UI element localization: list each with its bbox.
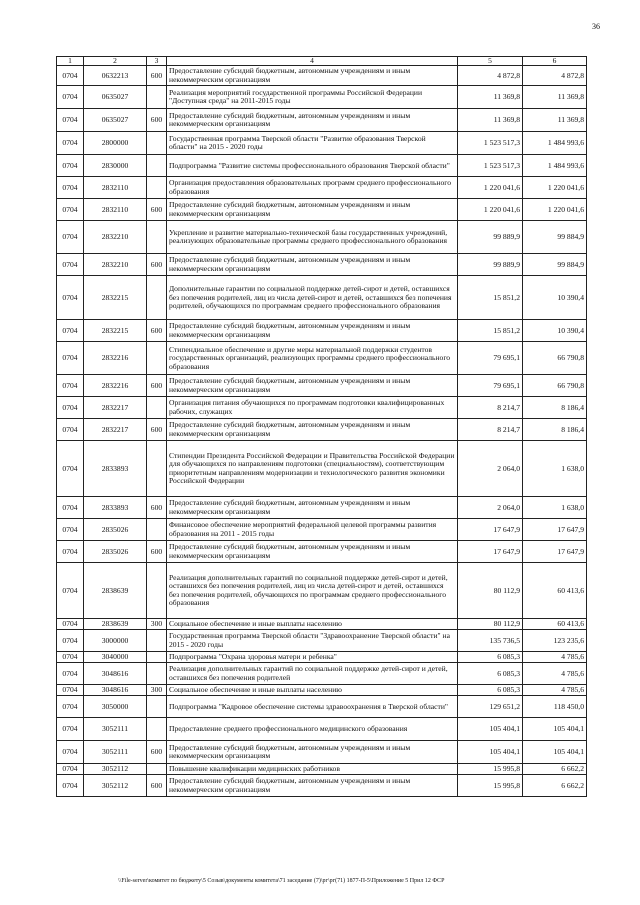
description-cell: Организация питания обучающихся по программам подготовки квалифицированных рабочих, служащих <box>167 397 458 419</box>
description-cell: Предоставление субсидий бюджетным, автономным учреждениям и иным некоммерческим организациям <box>167 497 458 519</box>
footer-file-path: \\File-server\комитет по бюджету\5 Созыв\документы комитета\71 заседание (7)\рг\рг(71) 1877-П-5\Приложение 5 Прил 12 ФСР <box>118 878 445 884</box>
amount-executed-cell: 8 186,4 <box>523 419 587 441</box>
section-code-cell: 0704 <box>57 741 84 764</box>
description-cell: Подпрограмма "Охрана здоровья матери и ребенка" <box>167 652 458 663</box>
expense-type-cell <box>147 764 167 775</box>
target-article-cell: 3052111 <box>84 741 147 764</box>
expense-type-cell: 300 <box>147 619 167 630</box>
expense-type-cell <box>147 221 167 254</box>
amount-executed-cell: 1 220 041,6 <box>523 199 587 221</box>
section-code-cell: 0704 <box>57 320 84 342</box>
expense-type-cell: 300 <box>147 685 167 696</box>
description-cell: Предоставление субсидий бюджетным, автономным учреждениям и иным некоммерческим организациям <box>167 775 458 797</box>
amount-planned-cell: 99 889,9 <box>458 254 523 276</box>
expense-type-cell: 600 <box>147 320 167 342</box>
amount-executed-cell: 1 638,0 <box>523 497 587 519</box>
target-article-cell: 2832216 <box>84 375 147 397</box>
expense-type-cell <box>147 630 167 652</box>
amount-planned-cell: 1 523 517,3 <box>458 155 523 177</box>
table-row <box>57 696 587 718</box>
amount-executed-cell: 118 450,0 <box>523 696 587 718</box>
amount-executed-cell: 66 790,8 <box>523 342 587 375</box>
target-article-cell: 2832215 <box>84 276 147 320</box>
expense-type-cell <box>147 132 167 155</box>
expense-type-cell: 600 <box>147 497 167 519</box>
expense-type-cell <box>147 86 167 109</box>
amount-planned-cell: 1 220 041,6 <box>458 199 523 221</box>
col-header-4: 4 <box>167 57 458 66</box>
description-cell: Социальное обеспечение и иные выплаты населению <box>167 685 458 696</box>
table-row <box>57 630 587 652</box>
target-article-cell: 3000000 <box>84 630 147 652</box>
section-code-cell: 0704 <box>57 199 84 221</box>
section-code-cell: 0704 <box>57 375 84 397</box>
section-code-cell: 0704 <box>57 155 84 177</box>
target-article-cell: 2832110 <box>84 177 147 199</box>
section-code-cell: 0704 <box>57 685 84 696</box>
target-article-cell: 2835026 <box>84 541 147 563</box>
target-article-cell: 2832215 <box>84 320 147 342</box>
amount-planned-cell: 11 369,8 <box>458 109 523 132</box>
target-article-cell: 3048616 <box>84 685 147 696</box>
col-header-6: 6 <box>523 57 587 66</box>
section-code-cell: 0704 <box>57 276 84 320</box>
col-header-2: 2 <box>84 57 147 66</box>
target-article-cell: 2833893 <box>84 441 147 497</box>
expense-type-cell: 600 <box>147 775 167 797</box>
amount-planned-cell: 79 695,1 <box>458 375 523 397</box>
section-code-cell: 0704 <box>57 696 84 718</box>
expense-type-cell: 600 <box>147 541 167 563</box>
header-row <box>57 57 587 66</box>
description-cell: Реализация дополнительных гарантий по социальной поддержке детей-сирот и детей, оставшихся без попечения родителей <box>167 663 458 685</box>
amount-executed-cell: 99 884,9 <box>523 254 587 276</box>
description-cell: Предоставление субсидий бюджетным, автономным учреждениям и иным некоммерческим организациям <box>167 199 458 221</box>
table-row <box>57 397 587 419</box>
target-article-cell: 2838639 <box>84 619 147 630</box>
target-article-cell: 3052112 <box>84 775 147 797</box>
section-code-cell: 0704 <box>57 663 84 685</box>
section-code-cell: 0704 <box>57 221 84 254</box>
description-cell: Предоставление субсидий бюджетным, автономным учреждениям и иным некоммерческим организациям <box>167 66 458 86</box>
description-cell: Социальное обеспечение и иные выплаты населению <box>167 619 458 630</box>
amount-planned-cell: 1 220 041,6 <box>458 177 523 199</box>
amount-executed-cell: 4 785,6 <box>523 685 587 696</box>
amount-executed-cell: 4 872,8 <box>523 66 587 86</box>
amount-executed-cell: 1 638,0 <box>523 441 587 497</box>
section-code-cell: 0704 <box>57 419 84 441</box>
table-row <box>57 132 587 155</box>
expense-type-cell <box>147 177 167 199</box>
target-article-cell: 2832210 <box>84 221 147 254</box>
target-article-cell: 2832216 <box>84 342 147 375</box>
amount-planned-cell: 17 647,9 <box>458 519 523 541</box>
section-code-cell: 0704 <box>57 132 84 155</box>
amount-executed-cell: 10 390,4 <box>523 320 587 342</box>
table-row <box>57 199 587 221</box>
table-row <box>57 541 587 563</box>
section-code-cell: 0704 <box>57 775 84 797</box>
target-article-cell: 0632213 <box>84 66 147 86</box>
table-row <box>57 86 587 109</box>
table-row <box>57 109 587 132</box>
target-article-cell: 0635027 <box>84 86 147 109</box>
target-article-cell: 2832217 <box>84 397 147 419</box>
table-row <box>57 663 587 685</box>
expense-type-cell <box>147 663 167 685</box>
description-cell: Государственная программа Тверской области "Развитие образования Тверской области" на 2015 - 2020 годы <box>167 132 458 155</box>
section-code-cell: 0704 <box>57 541 84 563</box>
amount-planned-cell: 105 404,1 <box>458 741 523 764</box>
section-code-cell: 0704 <box>57 86 84 109</box>
description-cell: Финансовое обеспечение мероприятий федеральной целевой программы развития образования на 2011 - 2015 годы <box>167 519 458 541</box>
table-row <box>57 718 587 741</box>
amount-executed-cell: 6 662,2 <box>523 764 587 775</box>
description-cell: Предоставление среднего профессионального медицинского образования <box>167 718 458 741</box>
amount-executed-cell: 10 390,4 <box>523 276 587 320</box>
expense-type-cell <box>147 652 167 663</box>
table-row <box>57 619 587 630</box>
section-code-cell: 0704 <box>57 254 84 276</box>
section-code-cell: 0704 <box>57 764 84 775</box>
expense-type-cell: 600 <box>147 66 167 86</box>
target-article-cell: 2833893 <box>84 497 147 519</box>
col-header-1: 1 <box>57 57 84 66</box>
description-cell: Предоставление субсидий бюджетным, автономным учреждениям и иным некоммерческим организациям <box>167 375 458 397</box>
table-row <box>57 221 587 254</box>
table-row <box>57 177 587 199</box>
target-article-cell: 2832210 <box>84 254 147 276</box>
amount-executed-cell: 60 413,6 <box>523 563 587 619</box>
table-row <box>57 741 587 764</box>
amount-planned-cell: 79 695,1 <box>458 342 523 375</box>
budget-table <box>56 56 587 797</box>
section-code-cell: 0704 <box>57 519 84 541</box>
amount-planned-cell: 129 651,2 <box>458 696 523 718</box>
amount-planned-cell: 99 889,9 <box>458 221 523 254</box>
expense-type-cell <box>147 397 167 419</box>
table-row <box>57 519 587 541</box>
amount-planned-cell: 17 647,9 <box>458 541 523 563</box>
amount-planned-cell: 105 404,1 <box>458 718 523 741</box>
section-code-cell: 0704 <box>57 109 84 132</box>
amount-executed-cell: 60 413,6 <box>523 619 587 630</box>
expense-type-cell <box>147 563 167 619</box>
description-cell: Повышение квалификации медицинских работников <box>167 764 458 775</box>
amount-planned-cell: 6 085,3 <box>458 685 523 696</box>
table-row <box>57 276 587 320</box>
section-code-cell: 0704 <box>57 619 84 630</box>
table-row <box>57 342 587 375</box>
description-cell: Организация предоставления образовательных программ среднего профессионального образования <box>167 177 458 199</box>
amount-executed-cell: 8 186,4 <box>523 397 587 419</box>
expense-type-cell <box>147 718 167 741</box>
expense-type-cell: 600 <box>147 419 167 441</box>
target-article-cell: 3052112 <box>84 764 147 775</box>
amount-executed-cell: 4 785,6 <box>523 652 587 663</box>
section-code-cell: 0704 <box>57 441 84 497</box>
amount-executed-cell: 11 369,8 <box>523 109 587 132</box>
expense-type-cell: 600 <box>147 199 167 221</box>
target-article-cell: 2830000 <box>84 155 147 177</box>
description-cell: Подпрограмма "Развитие системы профессионального образования Тверской области" <box>167 155 458 177</box>
amount-executed-cell: 66 790,8 <box>523 375 587 397</box>
amount-planned-cell: 2 064,0 <box>458 497 523 519</box>
description-cell: Предоставление субсидий бюджетным, автономным учреждениям и иным некоммерческим организациям <box>167 109 458 132</box>
amount-executed-cell: 1 484 993,6 <box>523 155 587 177</box>
table-row <box>57 652 587 663</box>
target-article-cell: 2832110 <box>84 199 147 221</box>
amount-executed-cell: 11 369,8 <box>523 86 587 109</box>
table-row <box>57 375 587 397</box>
description-cell: Государственная программа Тверской области "Здравоохранение Тверской области" на 2015 - 2020 годы <box>167 630 458 652</box>
description-cell: Реализация дополнительных гарантий по социальной поддержке детей-сирот и детей, оставшихся без попечения родителей, лиц из числа детей-сирот и детей, оставшихся без попечения родителей, обучающихся по программам среднего профессионального образования <box>167 563 458 619</box>
expense-type-cell <box>147 441 167 497</box>
target-article-cell: 2832217 <box>84 419 147 441</box>
amount-planned-cell: 15 995,8 <box>458 764 523 775</box>
target-article-cell: 3040000 <box>84 652 147 663</box>
expense-type-cell <box>147 155 167 177</box>
target-article-cell: 2800000 <box>84 132 147 155</box>
amount-executed-cell: 6 662,2 <box>523 775 587 797</box>
amount-planned-cell: 6 085,3 <box>458 652 523 663</box>
table-row <box>57 764 587 775</box>
description-cell: Предоставление субсидий бюджетным, автономным учреждениям и иным некоммерческим организациям <box>167 741 458 764</box>
target-article-cell: 2838639 <box>84 563 147 619</box>
expense-type-cell <box>147 696 167 718</box>
amount-planned-cell: 135 736,5 <box>458 630 523 652</box>
amount-planned-cell: 2 064,0 <box>458 441 523 497</box>
target-article-cell: 3050000 <box>84 696 147 718</box>
description-cell: Укрепление и развитие материально-технической базы государственных учреждений, реализующих образовательные программы среднего профессионального образования <box>167 221 458 254</box>
amount-executed-cell: 4 785,6 <box>523 663 587 685</box>
target-article-cell: 2835026 <box>84 519 147 541</box>
table-row <box>57 320 587 342</box>
table-row <box>57 155 587 177</box>
page-number: 36 <box>592 22 600 31</box>
description-cell: Предоставление субсидий бюджетным, автономным учреждениям и иным некоммерческим организациям <box>167 419 458 441</box>
section-code-cell: 0704 <box>57 177 84 199</box>
amount-executed-cell: 105 404,1 <box>523 718 587 741</box>
section-code-cell: 0704 <box>57 497 84 519</box>
amount-planned-cell: 80 112,9 <box>458 619 523 630</box>
table-row <box>57 419 587 441</box>
amount-planned-cell: 11 369,8 <box>458 86 523 109</box>
table-row <box>57 66 587 86</box>
description-cell: Предоставление субсидий бюджетным, автономным учреждениям и иным некоммерческим организациям <box>167 320 458 342</box>
target-article-cell: 0635027 <box>84 109 147 132</box>
expense-type-cell <box>147 519 167 541</box>
amount-executed-cell: 1 484 993,6 <box>523 132 587 155</box>
description-cell: Дополнительные гарантии по социальной поддержке детей-сирот и детей, оставшихся без попечения родителей, лиц из числа детей-сирот и детей, оставшихся без попечения родителей, обучающихся по программам среднего профессионального образования <box>167 276 458 320</box>
amount-executed-cell: 105 404,1 <box>523 741 587 764</box>
description-cell: Стипендиальное обеспечение и другие меры материальной поддержки студентов государственных организаций, реализующих программы среднего профессионального образования <box>167 342 458 375</box>
amount-planned-cell: 15 851,2 <box>458 276 523 320</box>
section-code-cell: 0704 <box>57 66 84 86</box>
amount-executed-cell: 1 220 041,6 <box>523 177 587 199</box>
section-code-cell: 0704 <box>57 397 84 419</box>
table-row <box>57 563 587 619</box>
table-row <box>57 775 587 797</box>
expense-type-cell <box>147 276 167 320</box>
amount-planned-cell: 1 523 517,3 <box>458 132 523 155</box>
amount-planned-cell: 4 872,8 <box>458 66 523 86</box>
col-header-5: 5 <box>458 57 523 66</box>
table-row <box>57 254 587 276</box>
section-code-cell: 0704 <box>57 630 84 652</box>
amount-planned-cell: 15 851,2 <box>458 320 523 342</box>
target-article-cell: 3048616 <box>84 663 147 685</box>
amount-planned-cell: 80 112,9 <box>458 563 523 619</box>
expense-type-cell: 600 <box>147 109 167 132</box>
expense-type-cell: 600 <box>147 254 167 276</box>
col-header-3: 3 <box>147 57 167 66</box>
expense-type-cell: 600 <box>147 375 167 397</box>
section-code-cell: 0704 <box>57 652 84 663</box>
section-code-cell: 0704 <box>57 563 84 619</box>
amount-planned-cell: 15 995,8 <box>458 775 523 797</box>
amount-planned-cell: 8 214,7 <box>458 419 523 441</box>
section-code-cell: 0704 <box>57 342 84 375</box>
amount-planned-cell: 6 085,3 <box>458 663 523 685</box>
amount-planned-cell: 8 214,7 <box>458 397 523 419</box>
target-article-cell: 3052111 <box>84 718 147 741</box>
description-cell: Подпрограмма "Кадровое обеспечение системы здравоохранения в Тверской области" <box>167 696 458 718</box>
description-cell: Реализация мероприятий государственной программы Российской Федерации "Доступная среда" на 2011-2015 годы <box>167 86 458 109</box>
table-row <box>57 497 587 519</box>
description-cell: Стипендии Президента Российской Федерации и Правительства Российской Федерации для обучающихся по направлениям подготовки (специальностям), соответствующим приоритетным направлениям модернизации и технологического развития экономики Российской Федерации <box>167 441 458 497</box>
description-cell: Предоставление субсидий бюджетным, автономным учреждениям и иным некоммерческим организациям <box>167 541 458 563</box>
expense-type-cell: 600 <box>147 741 167 764</box>
description-cell: Предоставление субсидий бюджетным, автономным учреждениям и иным некоммерческим организациям <box>167 254 458 276</box>
section-code-cell: 0704 <box>57 718 84 741</box>
amount-executed-cell: 99 884,9 <box>523 221 587 254</box>
amount-executed-cell: 123 235,6 <box>523 630 587 652</box>
table-row <box>57 685 587 696</box>
amount-executed-cell: 17 647,9 <box>523 541 587 563</box>
amount-executed-cell: 17 647,9 <box>523 519 587 541</box>
expense-type-cell <box>147 342 167 375</box>
table-row <box>57 441 587 497</box>
